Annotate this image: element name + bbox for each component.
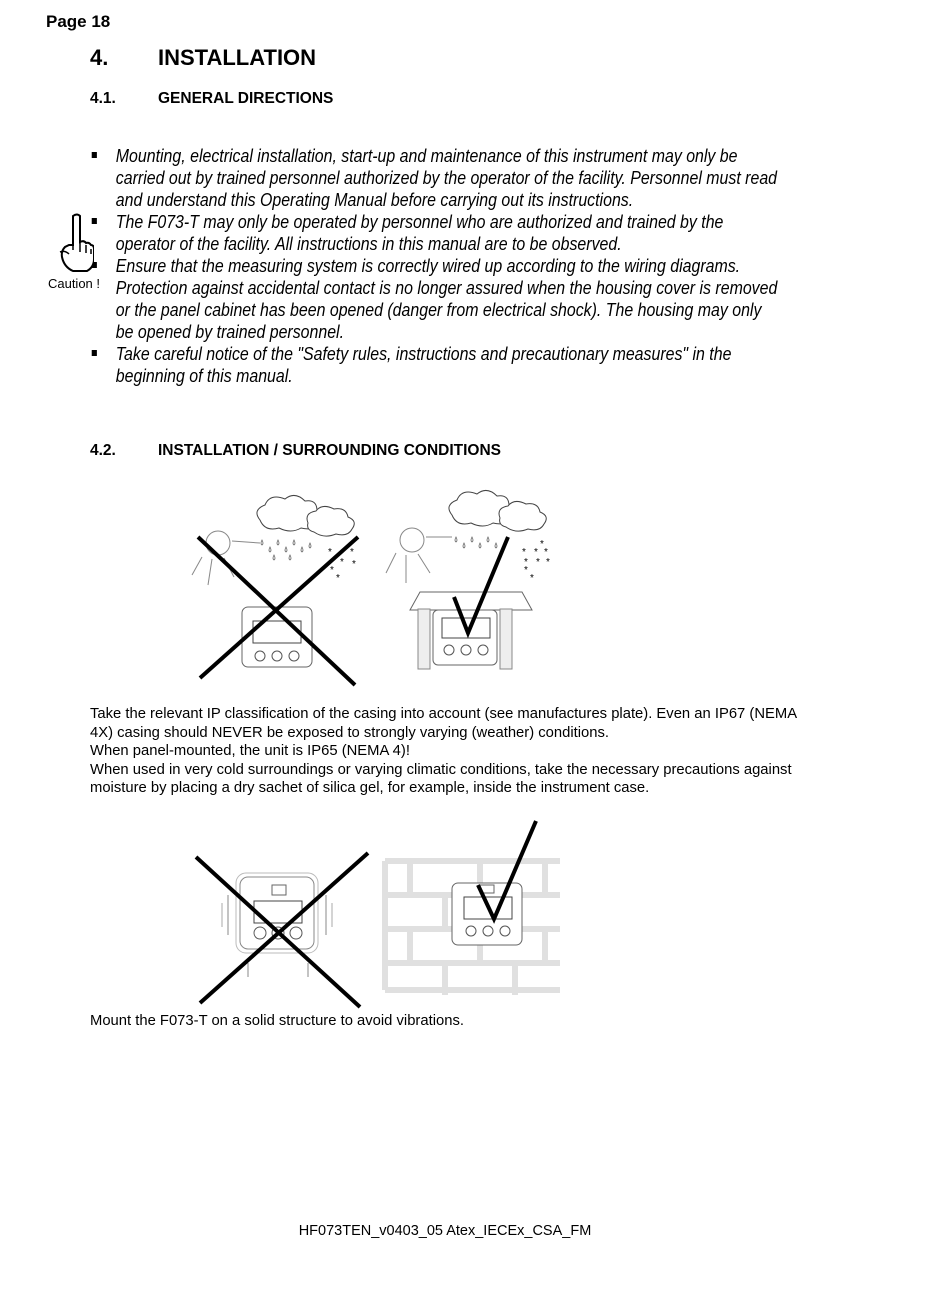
svg-text:*: * [544,547,548,558]
svg-text:*: * [534,547,538,558]
bullet-square-icon [92,152,97,158]
svg-text:*: * [328,547,332,558]
panel-mount-paragraph: When panel-mounted, the unit is IP65 (NEMA 4)! [90,743,410,759]
safety-bullet-list [90,145,810,387]
subsection-number-4-1: 4.1. [90,90,116,107]
protected-device-correct-figure [386,490,550,669]
section-number: 4. [90,45,109,70]
svg-text:*: * [336,573,340,584]
subsection-number-4-2: 4.2. [90,442,116,459]
ip-classification-text [90,705,820,798]
subsection-title-general-directions: GENERAL DIRECTIONS [158,90,334,107]
svg-text:*: * [524,557,528,568]
bullet-item: The F073-T may only be operated by personnel who are authorized and trained by the operator of the facility. All instructions in this manual are to be observed. [90,211,778,255]
svg-text:*: * [546,557,550,568]
page-number: Page 18 [46,12,111,31]
bullet-item: Ensure that the measuring system is correctly wired up according to the wiring diagrams. Protection against accidental contact is no longer assured when the housing cover is removed or the panel cabinet has been opened (danger from electrical shock). The housing may only be opened by trained personnel. [90,255,778,343]
section-title: INSTALLATION [158,45,317,70]
bullet-square-icon [92,350,97,356]
vibrating-device-wrong-figure [196,853,368,1007]
document-footer: HF073TEN_v0403_05 Atex_IECEx_CSA_FM [298,1223,592,1239]
pointing-finger-icon [54,212,94,274]
svg-text:*: * [340,557,344,568]
bullet-item: Mounting, electrical installation, start-up and maintenance of this instrument may only be carried out by trained personnel authorized by the operator of the facility. Personnel must read and understand this Operating Manual before carrying out its instructions. [90,145,778,211]
svg-text:*: * [536,557,540,568]
svg-text:*: * [524,565,528,576]
caution-marker [44,212,104,291]
svg-text:*: * [540,539,544,550]
svg-text:*: * [330,565,334,576]
svg-text:*: * [522,547,526,558]
silica-gel-paragraph: When used in very cold surroundings or varying climatic conditions, take the necessary precautions against moisture by placing a dry sachet of silica gel, for example, inside the instrument case. [90,761,792,796]
subsection-title-surrounding-conditions: INSTALLATION / SURROUNDING CONDITIONS [158,442,501,459]
weather-exposure-illustration [190,485,580,695]
svg-text:*: * [352,559,356,570]
unprotected-device-wrong-figure [192,495,358,685]
svg-text:*: * [530,573,534,584]
vibration-text: Mount the F073-T on a solid structure to avoid vibrations. [90,1013,464,1029]
vibration-illustration [190,815,570,1015]
caution-label: Caution ! [47,276,101,291]
bullet-item: Take careful notice of the "Safety rules, instructions and precautionary measures" in the beginning of this manual. [90,343,778,387]
ip-warning-paragraph: Take the relevant IP classification of the casing into account (see manufactures plate). Even an IP67 (NEMA 4X) casing should NEVER be exposed to strongly varying (weather) conditions. [90,706,797,741]
svg-text:*: * [350,547,354,558]
